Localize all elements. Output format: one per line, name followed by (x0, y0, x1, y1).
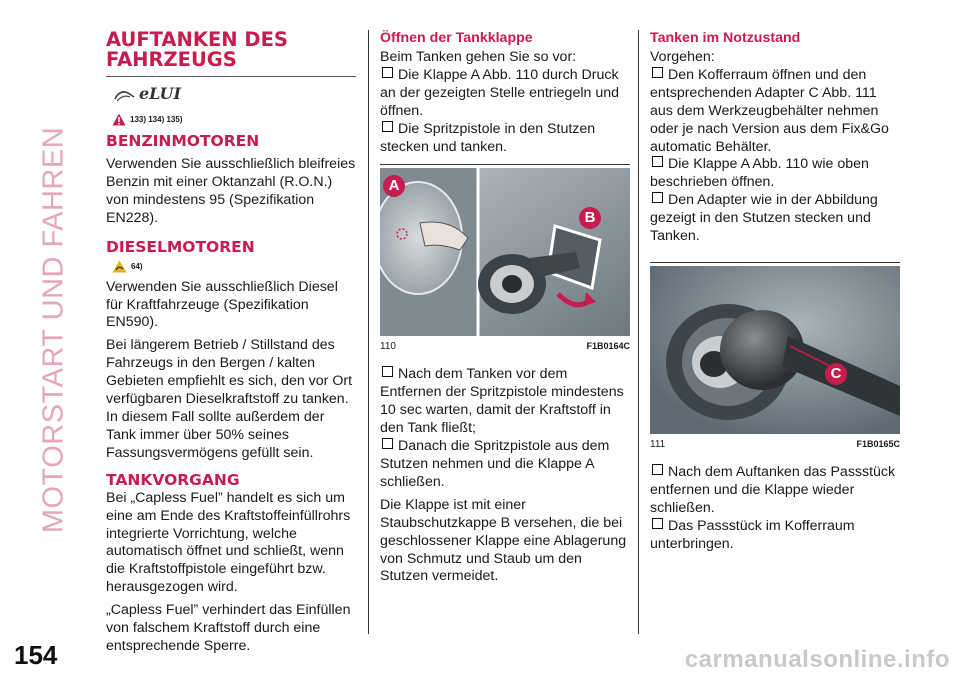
col3-bullet-4 (650, 464, 900, 518)
column-divider-1 (368, 30, 369, 634)
figure-111-image (650, 266, 900, 434)
checkbox-square-icon (382, 366, 393, 377)
fuel-flap-illustration (380, 168, 630, 336)
checkbox-square-icon (382, 438, 393, 449)
page-number: 154 (14, 640, 58, 670)
figure-110-code: F1B0164C (586, 341, 630, 352)
col2-intro: Beim Tanken gehen Sie so vor: (380, 49, 577, 65)
col3-intro: Vorgehen: (650, 49, 715, 65)
col3-bullet-1-text: Den Kofferraum öffnen und den entsprechenden Adapter C Abb. 111 aus dem Werkzeugbehälter nehmen oder je nach Version aus dem Fix&Go automatic Behälter. (650, 66, 889, 155)
heading-rule (106, 76, 356, 77)
chapter-side-title-text: MOTORSTART UND FAHREN (37, 126, 70, 534)
col2-bullet-1 (380, 67, 630, 121)
col2-bullet-2 (380, 121, 630, 157)
col2-bullet-4 (380, 438, 630, 492)
environment-icon (112, 260, 127, 273)
diesel-reference: 64) (131, 261, 143, 271)
col3-bullet-5-text: Das Passstück im Kofferraum unterbringen. (650, 517, 855, 552)
col3-bullet-2-text: Die Klappe A Abb. 110 wie oben beschrieben öffnen. (650, 156, 869, 191)
warning-references: 133) 134) 135) (130, 115, 183, 124)
heading-oeffnen-tankklappe: Öffnen der Tankklappe (380, 30, 533, 46)
main-heading (106, 30, 356, 70)
col2-bullet-3 (380, 366, 630, 438)
col3-bullet-3-text: Den Adapter wie in der Abbildung gezeigt in den Stutzen stecken und Tanken. (650, 192, 878, 245)
column-divider-2 (638, 30, 639, 634)
figure-top-rule (380, 164, 630, 165)
col2-text: Die Klappe ist mit einer Staubschutzkappe B versehen, die bei geschlossener Klappe eine Ablagerung von Schmutz und Staub um den Stutzen vermeidet. (380, 496, 627, 585)
checkbox-square-icon (652, 518, 663, 529)
figure-110-caption (380, 341, 630, 352)
tank-text-1: Bei „Capless Fuel” handelt es sich um eine am Ende des Kraftstoffeinfüllrohrs integrierte Vorrichtung, welche automatisch öffnet und schließt, wenn die Kraftstoffpistole eingeführt bzw. herausgezogen wird. (106, 489, 351, 596)
checkbox-square-icon (652, 156, 663, 167)
column-1 (106, 30, 356, 661)
col3-bullet-4-text: Nach dem Auftanken das Passstück entfernen und die Klappe wieder schließen. (650, 463, 896, 516)
fuel-brand-icon (114, 84, 356, 103)
column-2 (380, 30, 630, 591)
checkbox-square-icon (382, 67, 393, 78)
adapter-illustration (650, 266, 900, 434)
figure-111-caption (650, 439, 900, 450)
heading-tankvorgang: TANKVORGANG (106, 470, 240, 489)
diesel-note-row (112, 260, 356, 273)
col2-bullet-1-text: Die Klappe A Abb. 110 durch Druck an der gezeigten Stelle entriegeln und öffnen. (380, 66, 619, 119)
main-heading-line1: AUFTANKEN DES (106, 28, 288, 51)
label-c-badge: C (825, 363, 847, 385)
checkbox-square-icon (652, 464, 663, 475)
figure-110-image (380, 168, 630, 336)
diesel-text-1: Verwenden Sie ausschließlich Diesel für Kraftfahrzeuge (Spezifikation EN590). (106, 278, 338, 331)
tank-text-2: „Capless Fuel” verhindert das Einfüllen von falschem Kraftstoff durch eine entsprechende Sperre. (106, 602, 351, 654)
col2-bullet-4-text: Danach die Spritzpistole aus dem Stutzen nehmen und die Klappe A schließen. (380, 438, 610, 490)
warning-triangle-icon (112, 113, 126, 126)
col3-bullet-5 (650, 518, 900, 554)
diesel-text-2: Bei längerem Betrieb / Stillstand des Fahrzeugs in den Bergen / kalten Gebieten empfiehlt es sich, den vor Ort verfügbaren Dieselkraftstoff zu tanken. In diesem Fall sollte außerdem der Tank immer über 50% seines Fassungsvermögens gefüllt sein. (106, 337, 353, 461)
col3-bullet-2 (650, 156, 900, 192)
fuel-brand-label: eLUI (139, 84, 181, 103)
figure-110 (380, 168, 630, 352)
heading-benzinmotoren: BENZINMOTOREN (106, 132, 260, 150)
main-heading-line2: FAHRZEUGS (106, 48, 237, 71)
checkbox-square-icon (382, 121, 393, 132)
figure-top-rule (650, 262, 900, 263)
fuel-pump-icon (114, 85, 136, 103)
column-3 (650, 30, 900, 554)
figure-111 (650, 266, 900, 450)
figure-111-code: F1B0165C (856, 438, 900, 449)
heading-dieselmotoren: DIESELMOTOREN (106, 237, 255, 256)
checkbox-square-icon (652, 67, 663, 78)
col3-bullet-1 (650, 67, 900, 157)
figure-111-number: 111 (650, 438, 666, 450)
col2-bullet-3-text: Nach dem Tanken vor dem Entfernen der Spritzpistole mindestens 10 sec warten, damit der Kraftstoff in den Tank fließt; (380, 366, 624, 437)
label-b-badge: B (579, 207, 601, 229)
figure-110-number: 110 (380, 341, 396, 353)
col2-bullet-2-text: Die Spritzpistole in den Stutzen stecken und tanken. (380, 120, 596, 155)
watermark: carmanualsonline.info (684, 646, 950, 673)
col3-bullet-3 (650, 192, 900, 246)
benzin-text: Verwenden Sie ausschließlich bleifreies Benzin mit einer Oktanzahl (R.O.N.) von mindestens 95 (Spezifikation EN228). (106, 156, 356, 226)
warning-row (112, 113, 356, 126)
label-a-badge: A (383, 175, 405, 197)
checkbox-square-icon (652, 192, 663, 203)
heading-tanken-notzustand: Tanken im Notzustand (650, 30, 801, 46)
